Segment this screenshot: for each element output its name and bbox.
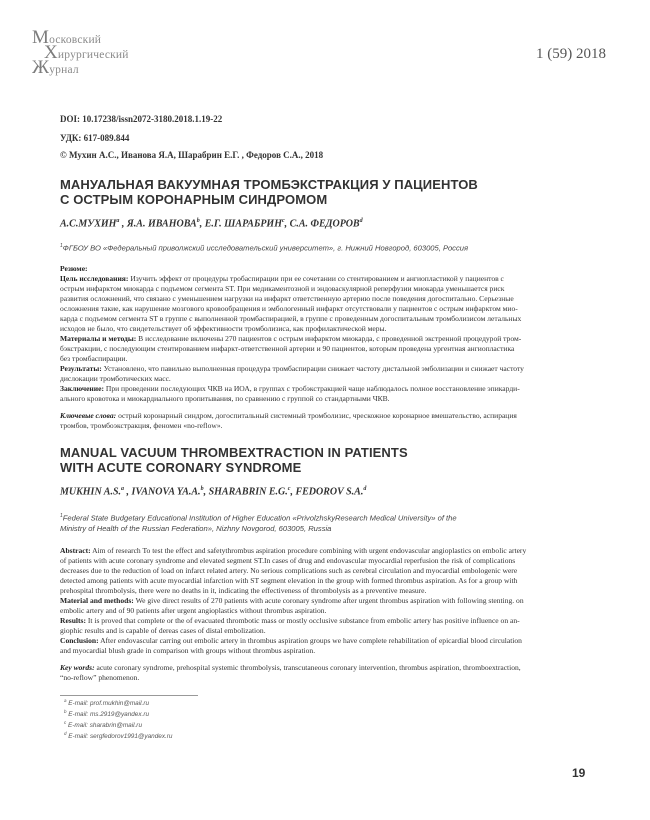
- logo-line-2: Хирургический: [44, 42, 129, 63]
- ru-authors: А.С.МУХИН$^a$ , Я.А. ИВАНОВА$^b$, Е.Г. ШАРАБРИН$^c$, С.А. ФЕДОРОВ$^d$: [60, 218, 363, 230]
- logo-line-3: Журнал: [32, 57, 79, 78]
- ru-aim: Цель исследования: Изучить эффект от процедуры тробаспирации при ее сочетании со стентированием и ангиопластикой у пациентов с острым инфарктом миокарда с подъемом сегмента ST. При медикаментозной и эндоваскулярной реперфузии миокарда уменьшается риск развития осложнений, что связано с уменьшением нагрузки на инфаркт ответственную артерию после поведения догоспитально. Серьезные осложнения такие, как нарушение мозгового кровообращения и эмбологенный инфаркт отсутствовали у пациентов с острым инфарктом мио- карда с подъемом сегмента ST в группе с выполненной тромбаспирацией, в группе с проведенным догоспитальным тромболизисом летальных исходов не было, что свидетельствует об эффективности тромболизиса, как профилактической меры.: [60, 274, 522, 333]
- footnote-email: $^b$ E-mail: ms.2919@yandex.ru: [64, 709, 150, 719]
- footnote-email: $^c$ E-mail: sharabrin@mail.ru: [64, 720, 142, 730]
- en-affiliation: $^1$Federal State Budgetary Educational Institution of Higher Education «PrivolzhskyResearch Medical University» of the Ministry of Health of the Russian Federation», Nizhny Novgorod, 603005, Russia: [60, 513, 457, 533]
- footnote-rule: [60, 695, 198, 696]
- ru-title-line-1: МАНУАЛЬНАЯ ВАКУУМНАЯ ТРОМБЭКСТРАКЦИЯ У ПАЦИЕНТОВ: [60, 177, 478, 192]
- footnote-email: $^a$ E-mail: prof.mukhin@mail.ru: [64, 698, 150, 708]
- logo-line-1: Московский: [32, 27, 102, 48]
- ru-title: [60, 177, 580, 207]
- ru-keywords: Ключевые слова: острый коронарный синдром, догоспитальный системный тромболизис, чрескожное коронарное вмешательство, аспирация тромбов, тромбоэкстракция, феномен «no-reflow».: [60, 411, 517, 430]
- ru-methods: Материалы и методы: В исследование включены 270 пациентов с острым инфарктом миокарда, с проведенной экстренной процедурой тром- бэкстракции, с последующим стентированием инфаркт-ответственной артерии и 90 пациентов, которым проведена ургентная ангиопластика без тромбаспирации.: [60, 334, 522, 363]
- ru-title-line-2: С ОСТРЫМ КОРОНАРНЫМ СИНДРОМОМ: [60, 192, 328, 207]
- copyright: © Мухин А.С., Иванова Я.А, Шарабрин Е.Г. , Федоров С.А., 2018: [60, 150, 324, 160]
- doi: DOI: 10.17238/issn2072-3180.2018.1.19-22: [60, 114, 223, 124]
- en-title-line-2: WITH ACUTE CORONARY SYNDROME: [60, 460, 302, 475]
- udk: УДК: 617-089.844: [60, 133, 130, 143]
- en-keywords: Key words: acute coronary syndrome, prehospital systemic thrombolysis, transcutaneous coronary intervention, thrombus aspiration, thromboextraction, “no-reflow” phenomenon.: [60, 663, 521, 682]
- ru-results: Результаты: Установлено, что павильно выполненная процедура тромбаспирации снижает частоту дистальной эмболизации и снижает частоту дислокации тромботических масс.: [60, 364, 524, 383]
- page-number: 19: [572, 766, 586, 780]
- en-results: Results: It is proved that complete or the of evacuated thrombotic mass or mostly occlusive substance from embolic artery has positive influence on an- giophic results and is capable of dereas cases of distal embolization.: [60, 616, 520, 635]
- journal-logo: [32, 27, 129, 78]
- en-title: [60, 445, 580, 475]
- en-methods: Material and methods: We give direct results of 270 patients with acute coronary syndrome after urgent thrombus aspiration with following stenting. on embolic artery and of 90 patients after urgent angioplastics without thrombus aspiration.: [60, 596, 524, 615]
- footnote-email: $^d$ E-mail: sergfedorov1991@yandex.ru: [64, 731, 173, 741]
- ru-conclusion: Заключение: При проведении последующих ЧКВ на ИОА, в группах с тробэкстракцией чаще наблюдалось полное восстановление эпикарди- ального кровотока и миокардиального пропитывания, по сравнению с группой со стандартными ЧКВ.: [60, 384, 520, 403]
- en-conclusion: Conclusion: After endovascular carring out embolic artery in thrombus aspiration groups we have complete rehabilitation of epicardial blood circulation and myocardial blush grade in comparison with groups without thrombus aspiration.: [60, 636, 522, 655]
- ru-affiliation: $^1$ФГБОУ ВО «Федеральный приволжский исследовательский университет», г. Нижний Новгород, 603005, Россия: [60, 243, 469, 253]
- en-title-line-1: MANUAL VACUUM THROMBEXTRACTION IN PATIENTS: [60, 445, 408, 460]
- issue-number: 1 (59) 2018: [536, 46, 606, 62]
- en-abstract-body: Abstract: Aim of research To test the effect and safetythrombus aspiration procedure combining with urgent endovascular angioplastics on embolic artery of patients with acute coronary syndrome and elevated segment ST.In cases of drug and endovascular myocardial reperfusion the risk of complications decreases due to the reduction of load on infarct related artery. No serious complications such as cerebral circulation and myocardial embologenic were detected among patients with acute myocardial infarction with ST segment elevation in the group with formed thrombus aspiration. As for a group with prehospital thrombolysis, there were no deaths in it, indicating the effectiveness of thrombolysis as a preventive measure.: [60, 546, 527, 595]
- en-abstract: [60, 546, 594, 683]
- en-authors: MUKHIN A.S.$^a$ , IVANOVA YA.A.$^b$, SHARABRIN E.G.$^c$, FEDOROV S.A.$^d$: [60, 486, 367, 498]
- ru-resume-heading: Резюме:: [60, 264, 88, 273]
- footnotes: [64, 697, 172, 742]
- ru-abstract: [60, 264, 594, 431]
